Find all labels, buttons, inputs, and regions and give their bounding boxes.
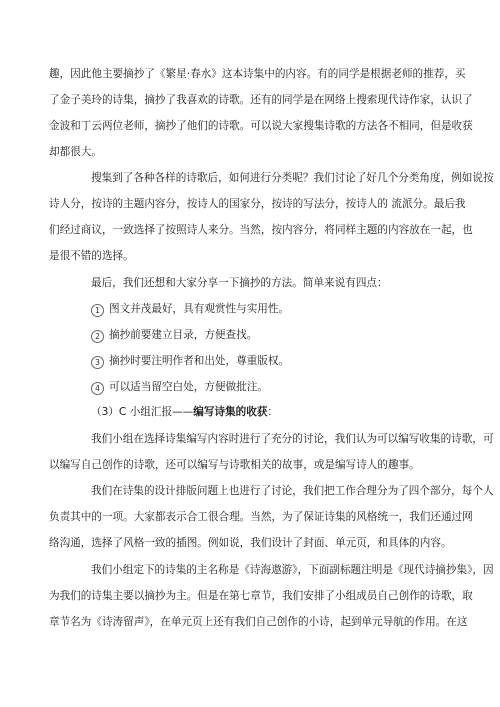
section-heading-prefix: （3）C 小组汇报—— (91, 406, 194, 418)
section-heading-title: 编写诗集的收获 (193, 406, 268, 418)
paragraph-3-line-1: 最后，我们还想和大家分享一下摘抄的方法。简单来说有四点： (91, 277, 388, 289)
paragraph-2-line-4: 是很不错的选择。 (49, 250, 134, 262)
paragraph-5-line-2: 负责其中的一项。大家都表示合工很合理。当然，为了保证诗集的风格统一，我们还通过网 (49, 511, 473, 523)
list-number-2: 2 (91, 330, 104, 343)
list-number-3: 3 (91, 356, 104, 369)
paragraph-1-line-3: 金波和丁云两位老师，摘抄了他们的诗歌。可以说大家搜集诗歌的方法各不相同，但是收获 (49, 120, 473, 132)
list-item-1: 图文并茂最好，具有观赏性与实用性。 (109, 303, 290, 315)
paragraph-4-line-2: 以编写自己创作的诗歌，还可以编写与诗歌相关的故事，或是编写诗人的趣事。 (49, 459, 420, 471)
list-item-2: 摘抄前要建立目录，方便查找。 (109, 329, 258, 341)
section-heading (91, 405, 278, 419)
paragraph-6-line-2: 为我们的诗集主要以摘抄为主。但是在第七章节，我们安排了小组成员自己创作的诗歌，取 (49, 590, 473, 602)
paragraph-2-line-1: 搜集到了各种各样的诗歌后，如何进行分类呢？我们讨论了好几个分类角度，例如说按 (91, 172, 494, 184)
paragraph-2-line-2: 诗人分，按诗的主题内容分，按诗人的国家分，按诗的写法分，按诗人的 流派分。最后我 (49, 198, 466, 210)
paragraph-1-line-1: 趣，因此他主要摘抄了《繁星·春水》这本诗集中的内容。有的同学是根据老师的推荐，买 (49, 68, 466, 80)
list-number-4: 4 (91, 382, 104, 395)
paragraph-2-line-3: 们经过商议，一致选择了按照诗人来分。当然，按内容分，将同样主题的内容放在一起，也 (49, 224, 473, 236)
list-item-3: 摘抄时要注明作者和出处，尊重版权。 (109, 355, 290, 367)
paragraph-4-line-1: 我们小组在选择诗集编写内容时进行了充分的讨论，我们认为可以编写收集的诗歌，可 (91, 433, 494, 445)
paragraph-6-line-1: 我们小组定下的诗集的主名称是《诗海遨游》，下面副标题注明是《现代诗摘抄集》，因 (91, 564, 494, 576)
paragraph-1-line-2: 了金子美玲的诗集，摘抄了我喜欢的诗歌。还有的同学是在网络上搜索现代诗作家，认识了 (49, 94, 473, 106)
list-number-1: 1 (91, 304, 104, 317)
paragraph-5-line-3: 络沟通，选择了风格一致的插图。例如说，我们设计了封面、单元页，和具体的内容。 (49, 537, 452, 549)
paragraph-1-line-4: 却都很大。 (49, 146, 102, 158)
paragraph-6-line-3: 章节名为《诗涛留声》，在单元页上还有我们自己创作的小诗，起到单元导航的作用。在这 (49, 616, 468, 628)
paragraph-5-line-1: 我们在诗集的设计排版问题上也进行了讨论，我们把工作合理分为了四个部分，每个人 (91, 485, 494, 497)
section-heading-suffix: ： (267, 406, 279, 418)
list-item-4: 可以适当留空白处，方便做批注。 (109, 381, 268, 393)
